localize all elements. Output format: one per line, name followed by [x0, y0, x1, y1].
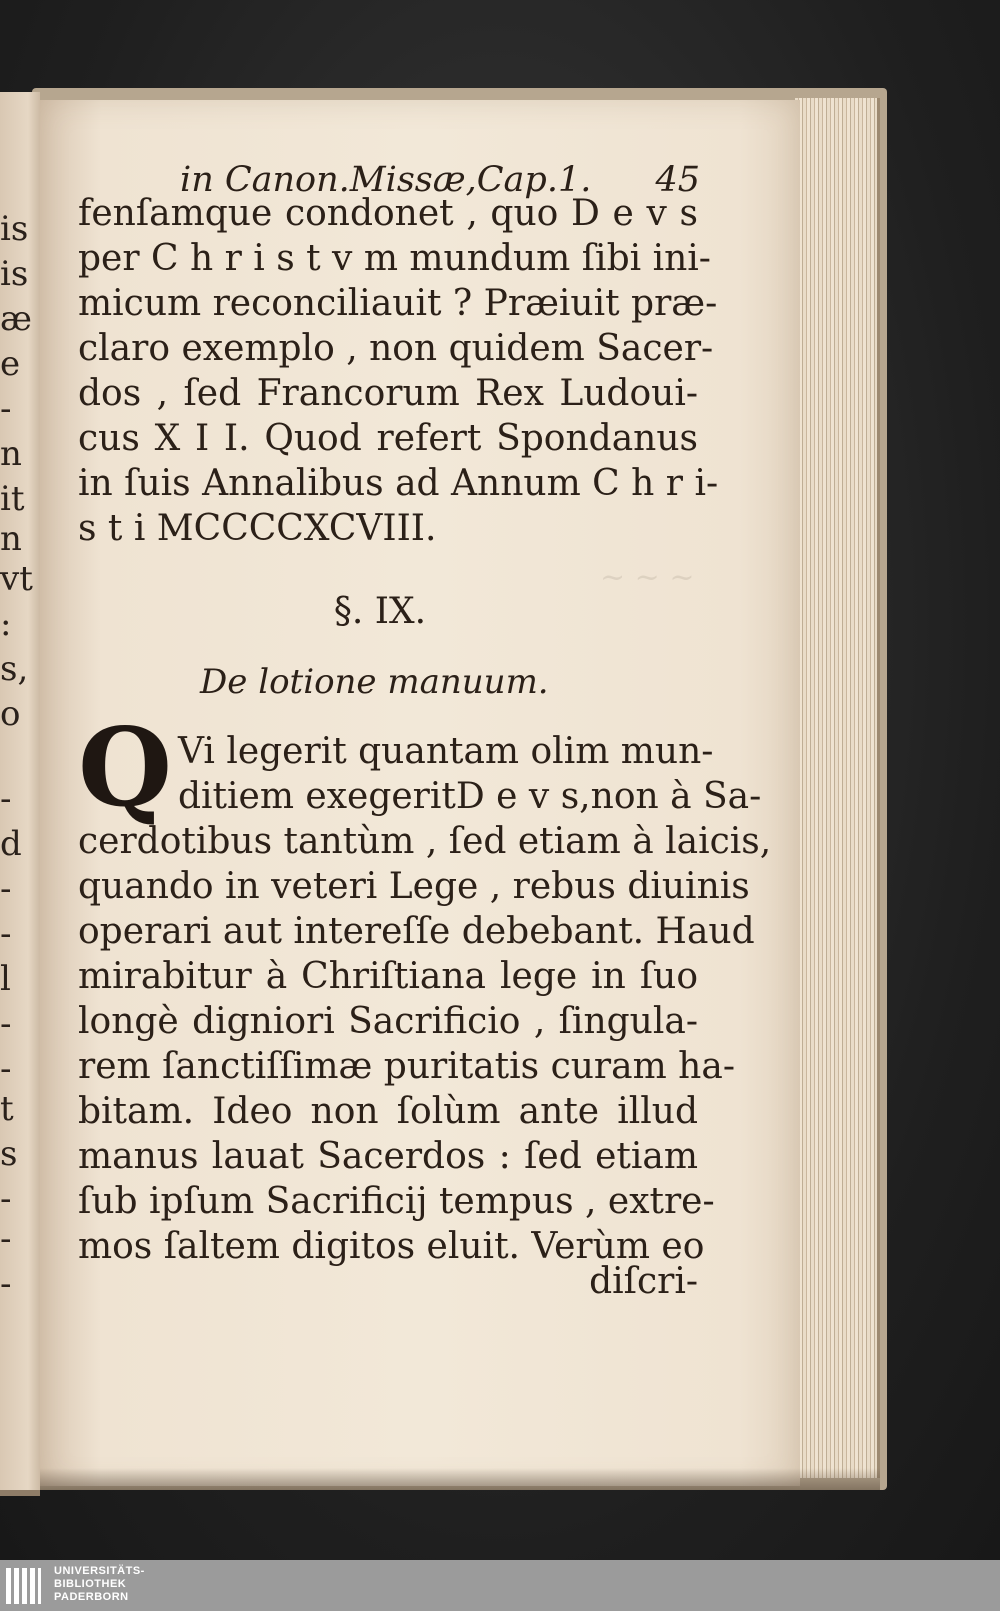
margin-fragment: -	[0, 1179, 12, 1219]
margin-fragment: -	[0, 779, 12, 819]
margin-fragment: o	[0, 694, 21, 734]
text-line: mirabitur à Chriſtiana lege in ſuo	[78, 956, 698, 997]
margin-fragment: -	[0, 389, 12, 429]
footer-bar	[0, 1560, 1000, 1611]
margin-fragment: is	[0, 254, 29, 294]
bleed-through: ~ ~ ~	[600, 560, 695, 595]
text-line: ditiem exegeritD e v s,non à Sa-	[178, 776, 762, 817]
text-line: operari aut intereſſe debebant. Haud	[78, 911, 755, 952]
margin-fragment: -	[0, 1264, 12, 1304]
margin-fragment: -	[0, 1004, 12, 1044]
margin-fragment: -	[0, 1219, 12, 1259]
margin-fragment: it	[0, 479, 25, 519]
page-block-edges	[795, 98, 880, 1478]
text-line: rem ſanctiſſimæ puritatis curam ha-	[78, 1046, 735, 1087]
margin-fragment: s,	[0, 649, 29, 689]
margin-fragment: s	[0, 1134, 18, 1174]
text-line: fenſamque condonet , quo D e v s	[78, 193, 698, 234]
text-line: quando in veteri Lege , rebus diuinis	[78, 866, 750, 907]
margin-fragment: æ	[0, 299, 32, 339]
library-logo-icon	[6, 1568, 44, 1604]
section-number: §. IX.	[333, 591, 427, 632]
margin-fragment: n	[0, 434, 22, 474]
text-line: cus X I I. Quod refert Spondanus	[78, 418, 698, 459]
text-line: dos , ſed Francorum Rex Ludoui-	[78, 373, 698, 414]
margin-fragment: vt	[0, 559, 33, 599]
institution-name	[54, 1565, 254, 1604]
text-line: bitam. Ideo non ſolùm ante illud	[78, 1091, 698, 1132]
catchword: diſcri-	[589, 1261, 698, 1302]
text-line: in ſuis Annalibus ad Annum C h r i-	[78, 463, 719, 504]
margin-fragment: -	[0, 869, 12, 909]
margin-fragment: t	[0, 1089, 14, 1129]
text-line: mos ſaltem digitos eluit. Verùm eo	[78, 1226, 705, 1267]
page-number: 45	[655, 160, 700, 200]
margin-fragment: n	[0, 519, 22, 559]
text-line: cerdotibus tantùm , ſed etiam à laicis,	[78, 821, 772, 862]
running-title: in Canon.Missæ,Cap.1.	[180, 160, 592, 200]
institution-line: UNIVERSITÄTS-	[54, 1565, 145, 1577]
text-line: claro exemplo , non quidem Sacer-	[78, 328, 714, 369]
margin-fragment: l	[0, 959, 11, 999]
section-title: De lotione manuum.	[200, 662, 549, 702]
margin-fragment: d	[0, 824, 22, 864]
text-line: longè digniori Sacrificio , ſingula-	[78, 1001, 698, 1042]
text-line: s t i MCCCCXCVIII.	[78, 508, 437, 549]
text-line: per C h r i s t v m mundum ſibi ini-	[78, 238, 711, 279]
previous-page-sliver	[0, 92, 40, 1496]
drop-cap: Q	[78, 705, 173, 831]
text-line: micum reconciliauit ? Præiuit præ-	[78, 283, 718, 324]
text-line: ſub ipſum Sacrificij tempus , extre-	[78, 1181, 715, 1222]
margin-fragment: :	[0, 604, 12, 644]
text-line: manus lauat Sacerdos : ſed etiam	[78, 1136, 698, 1177]
institution-line: PADERBORN	[54, 1591, 129, 1603]
margin-fragment: is	[0, 209, 29, 249]
margin-fragment: -	[0, 1049, 12, 1089]
institution-line: BIBLIOTHEK	[54, 1578, 127, 1590]
margin-fragment: -	[0, 914, 12, 954]
margin-fragment: e	[0, 344, 21, 384]
text-line: Vi legerit quantam olim mun-	[178, 731, 714, 772]
page-shadow	[40, 1468, 880, 1490]
